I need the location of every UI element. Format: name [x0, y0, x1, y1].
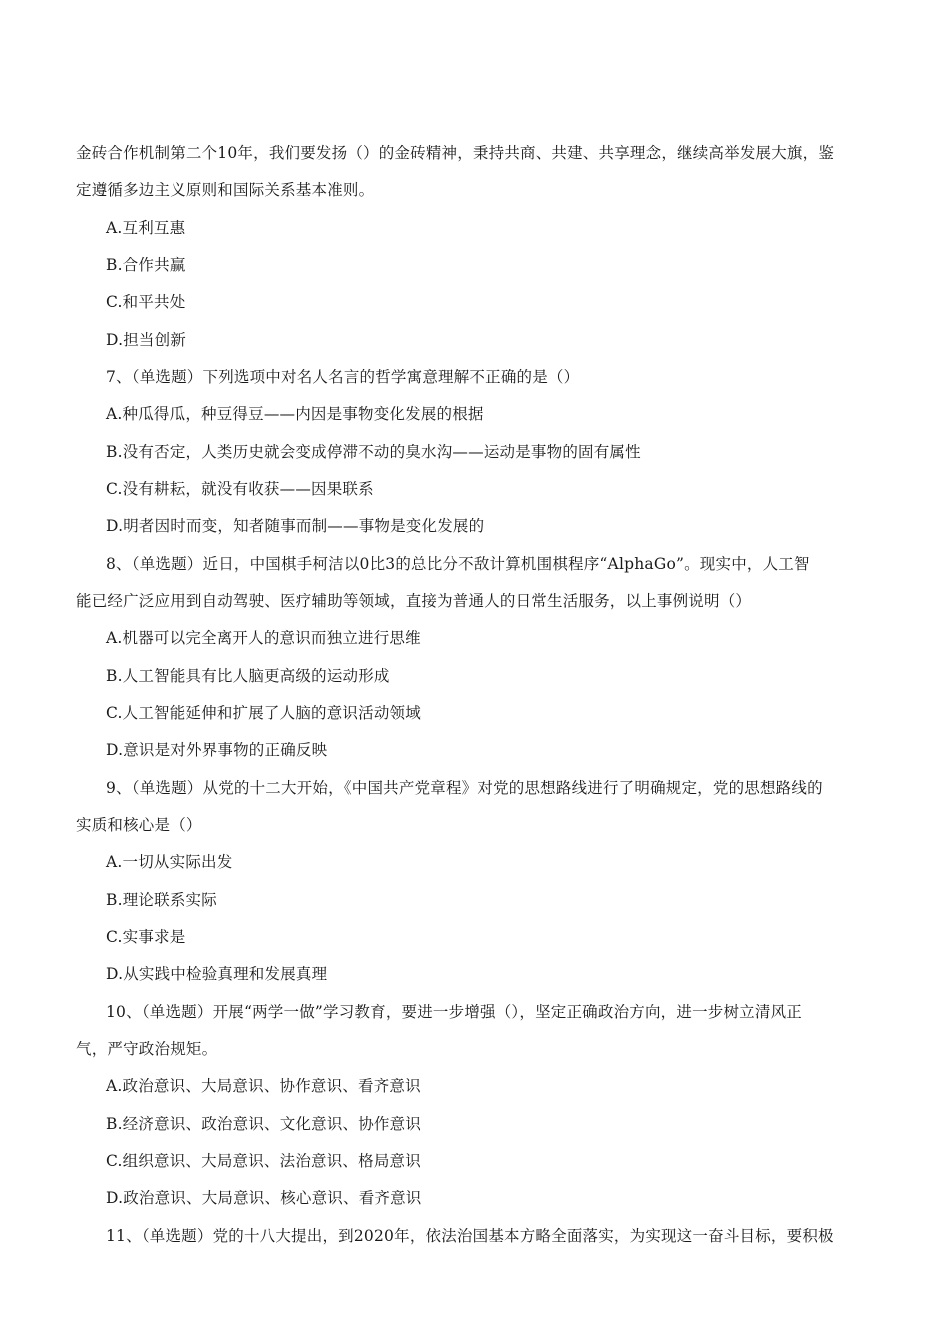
q10-option-a[interactable]: A.政治意识、大局意识、协作意识、看齐意识	[106, 1077, 421, 1095]
q11-stem-line1: 11、（单选题）党的十八大提出，到2020年，依法治国基本方略全面落实，为实现这一奋斗目标，要积极	[106, 1227, 834, 1245]
q6-option-c[interactable]: C.和平共处	[106, 293, 186, 311]
q6-option-b[interactable]: B.合作共赢	[106, 256, 186, 274]
q9-stem-line1: 9、（单选题）从党的十二大开始，《中国共产党章程》对党的思想路线进行了明确规定，党的思想路线的	[106, 779, 823, 797]
q9-option-b[interactable]: B.理论联系实际	[106, 891, 217, 909]
q7-option-b[interactable]: B.没有否定，人类历史就会变成停滞不动的臭水沟——运动是事物的固有属性	[106, 443, 641, 461]
q6-stem-line1: 金砖合作机制第二个10年，我们要发扬（）的金砖精神，秉持共商、共建、共享理念，继续高举发展大旗，鉴	[76, 144, 835, 162]
q8-stem-line1: 8、（单选题）近日，中国棋手柯洁以0比3的总比分不敌计算机围棋程序“AlphaGo”。现实中，人工智	[106, 555, 810, 573]
q7-stem: 7、（单选题）下列选项中对名人名言的哲学寓意理解不正确的是（）	[106, 368, 580, 386]
q10-stem-line2: 气，严守政治规矩。	[76, 1040, 218, 1058]
q7-option-c[interactable]: C.没有耕耘，就没有收获——因果联系	[106, 480, 374, 498]
q8-option-a[interactable]: A.机器可以完全离开人的意识而独立进行思维	[106, 629, 421, 647]
q8-option-b[interactable]: B.人工智能具有比人脑更高级的运动形成	[106, 667, 390, 685]
q8-option-c[interactable]: C.人工智能延伸和扩展了人脑的意识活动领域	[106, 704, 421, 722]
q6-option-d[interactable]: D.担当创新	[106, 331, 187, 349]
q8-stem-line2: 能已经广泛应用到自动驾驶、医疗辅助等领域，直接为普通人的日常生活服务，以上事例说明（）	[76, 592, 752, 610]
q9-stem-line2: 实质和核心是（）	[76, 816, 202, 834]
q10-option-d[interactable]: D.政治意识、大局意识、核心意识、看齐意识	[106, 1189, 422, 1207]
q6-stem-line2: 定遵循多边主义原则和国际关系基本准则。	[76, 181, 375, 199]
q6-option-a[interactable]: A.互利互惠	[106, 219, 186, 237]
q8-option-d[interactable]: D.意识是对外界事物的正确反映	[106, 741, 328, 759]
q9-option-a[interactable]: A.一切从实际出发	[106, 853, 233, 871]
q9-option-c[interactable]: C.实事求是	[106, 928, 186, 946]
q7-option-a[interactable]: A.种瓜得瓜，种豆得豆——内因是事物变化发展的根据	[106, 405, 484, 423]
q9-option-d[interactable]: D.从实践中检验真理和发展真理	[106, 965, 328, 983]
q10-option-b[interactable]: B.经济意识、政治意识、文化意识、协作意识	[106, 1115, 422, 1133]
q7-option-d[interactable]: D.明者因时而变，知者随事而制——事物是变化发展的	[106, 517, 485, 535]
q10-option-c[interactable]: C.组织意识、大局意识、法治意识、格局意识	[106, 1152, 421, 1170]
q10-stem-line1: 10、（单选题）开展“两学一做”学习教育，要进一步增强（），坚定正确政治方向，进一步树立清风正	[106, 1003, 802, 1021]
